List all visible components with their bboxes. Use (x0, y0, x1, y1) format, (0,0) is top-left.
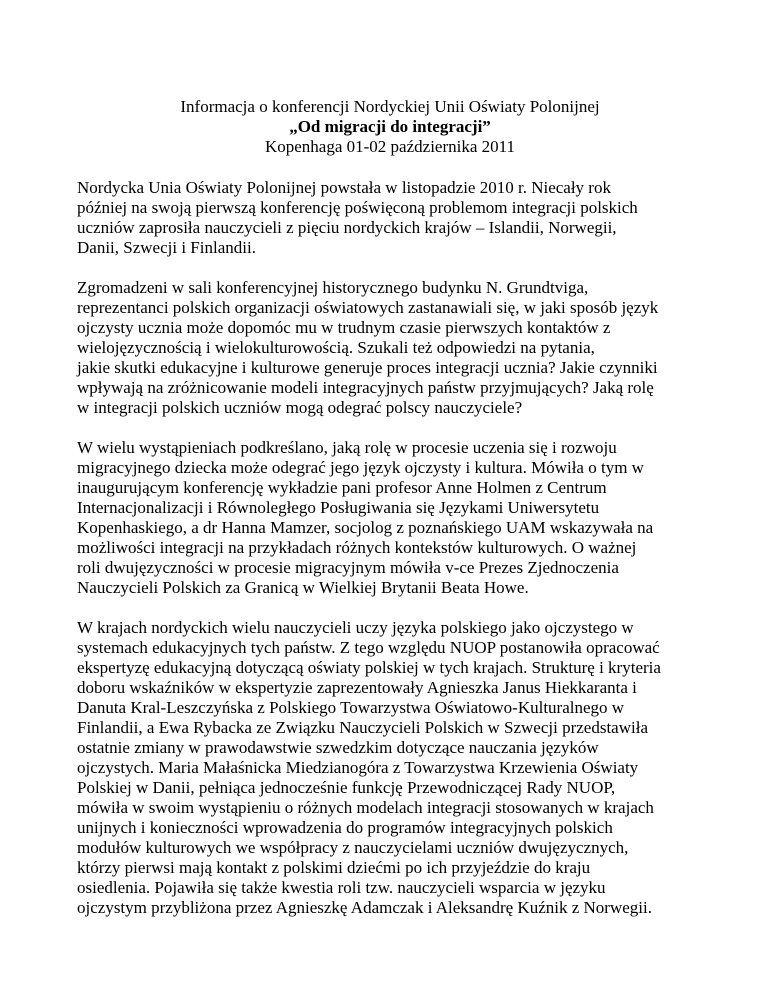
paragraph-line: wpływają na zróżnicowanie modeli integracyjnych państw przyjmujących? Jaką rolę (77, 378, 654, 397)
paragraph-line: reprezentanci polskich organizacji oświatowych zastanawiali się, w jaki sposób język (77, 298, 659, 317)
conference-title: „Od migracji do integracji” (289, 117, 491, 136)
paragraph-line: później na swoją pierwszą konferencję poświęconą problemom integracji polskich (77, 198, 638, 217)
header-line-1: Informacja o konferencji Nordyckiej Unii Oświaty Polonijnej (180, 97, 600, 116)
paragraph-line: w integracji polskich uczniów mogą odegrać polscy nauczyciele? (77, 398, 523, 417)
paragraph-line: Kopenhaskiego, a dr Hanna Mamzer, socjolog z poznańskiego UAM wskazywała na (77, 518, 654, 537)
paragraph-line: inaugurującym konferencję wykładzie pani profesor Anne Holmen z Centrum (77, 478, 607, 497)
document-header (77, 97, 703, 157)
paragraph-line: Nauczycieli Polskich za Granicą w Wielkiej Brytanii Beata Howe. (77, 578, 529, 597)
conference-place-date: Kopenhaga 01-02 października 2011 (264, 137, 516, 156)
paragraph-2 (77, 278, 703, 418)
paragraph-line: modułów kulturowych we współpracy z nauczycielami uczniów dwujęzycznych, (77, 838, 629, 857)
paragraph-line: Internacjonalizacji i Równoległego Posługiwania się Językami Uniwersytetu (77, 498, 600, 517)
paragraph-line: uczniów zaprosiła nauczycieli z pięciu nordyckich krajów – Islandii, Norwegii, (77, 218, 617, 237)
paragraph-line: ojczystych. Maria Małaśnicka Miedzianogóra z Towarzystwa Krzewienia Oświaty (77, 758, 639, 777)
paragraph-line: ojczystym przybliżona przez Agnieszkę Adamczak i Aleksandrę Kuźnik z Norwegii. (77, 898, 652, 917)
paragraph-line: systemach edukacyjnych tych państw. Z tego względu NUOP postanowiła opracować (77, 638, 660, 657)
paragraph-line: ekspertyzę edukacyjną dotyczącą oświaty polskiej w tych krajach. Strukturę i kryteria (77, 658, 661, 677)
paragraph-line: ojczysty ucznia może dopomóc mu w trudnym czasie pierwszych kontaktów z (77, 318, 611, 337)
paragraph-line: Finlandii, a Ewa Rybacka ze Związku Nauczycieli Polskich w Szwecji przedstawiła (77, 718, 648, 737)
paragraph-line: doboru wskaźników w ekspertyzie zaprezentowały Agnieszka Janus Hiekkaranta i (77, 678, 637, 697)
paragraph-line: Polskiej w Danii, pełniąca jednocześnie funkcję Przewodniczącej Rady NUOP, (77, 778, 616, 797)
paragraph-4 (77, 618, 703, 918)
paragraph-line: Danii, Szwecji i Finlandii. (77, 238, 256, 257)
paragraph-3 (77, 438, 703, 598)
paragraph-line: W wielu wystąpieniach podkreślano, jaką rolę w procesie uczenia się i rozwoju (77, 438, 617, 457)
paragraph-line: roli dwujęzyczności w procesie migracyjnym mówiła v-ce Prezes Zjednoczenia (77, 558, 619, 577)
paragraph-line: Zgromadzeni w sali konferencyjnej historycznego budynku N. Grundtviga, (77, 278, 589, 297)
paragraph-line: mówiła w swoim wystąpieniu o różnych modelach integracji stosowanych w krajach (77, 798, 654, 817)
paragraph-line: Danuta Kral-Leszczyńska z Polskiego Towarzystwa Oświatowo-Kulturalnego w (77, 698, 625, 717)
paragraph-line: W krajach nordyckich wielu nauczycieli uczy języka polskiego jako ojczystego w (77, 618, 634, 637)
paragraph-line: ostatnie zmiany w prawodawstwie szwedzkim dotyczące nauczania języków (77, 738, 599, 757)
paragraph-line: Nordycka Unia Oświaty Polonijnej powstała w listopadzie 2010 r. Niecały rok (77, 178, 611, 197)
paragraph-line: którzy pierwsi mają kontakt z polskimi dziećmi po ich przyjeździe do kraju (77, 858, 591, 877)
paragraph-line: unijnych i konieczności wprowadzenia do programów integracyjnych polskich (77, 818, 613, 837)
paragraph-line: wielojęzycznością i wielokulturowością. Szukali też odpowiedzi na pytania, (77, 338, 595, 357)
document-page (77, 97, 703, 918)
paragraph-1 (77, 178, 703, 258)
paragraph-line: migracyjnego dziecka może odegrać jego język ojczysty i kultura. Mówiła o tym w (77, 458, 644, 477)
paragraph-line: jakie skutki edukacyjne i kulturowe generuje proces integracji ucznia? Jakie czynniki (77, 358, 658, 377)
paragraph-line: możliwości integracji na przykładach różnych kontekstów kulturowych. O ważnej (77, 538, 637, 557)
paragraph-line: osiedlenia. Pojawiła się także kwestia roli tzw. nauczycieli wsparcia w języku (77, 878, 606, 897)
